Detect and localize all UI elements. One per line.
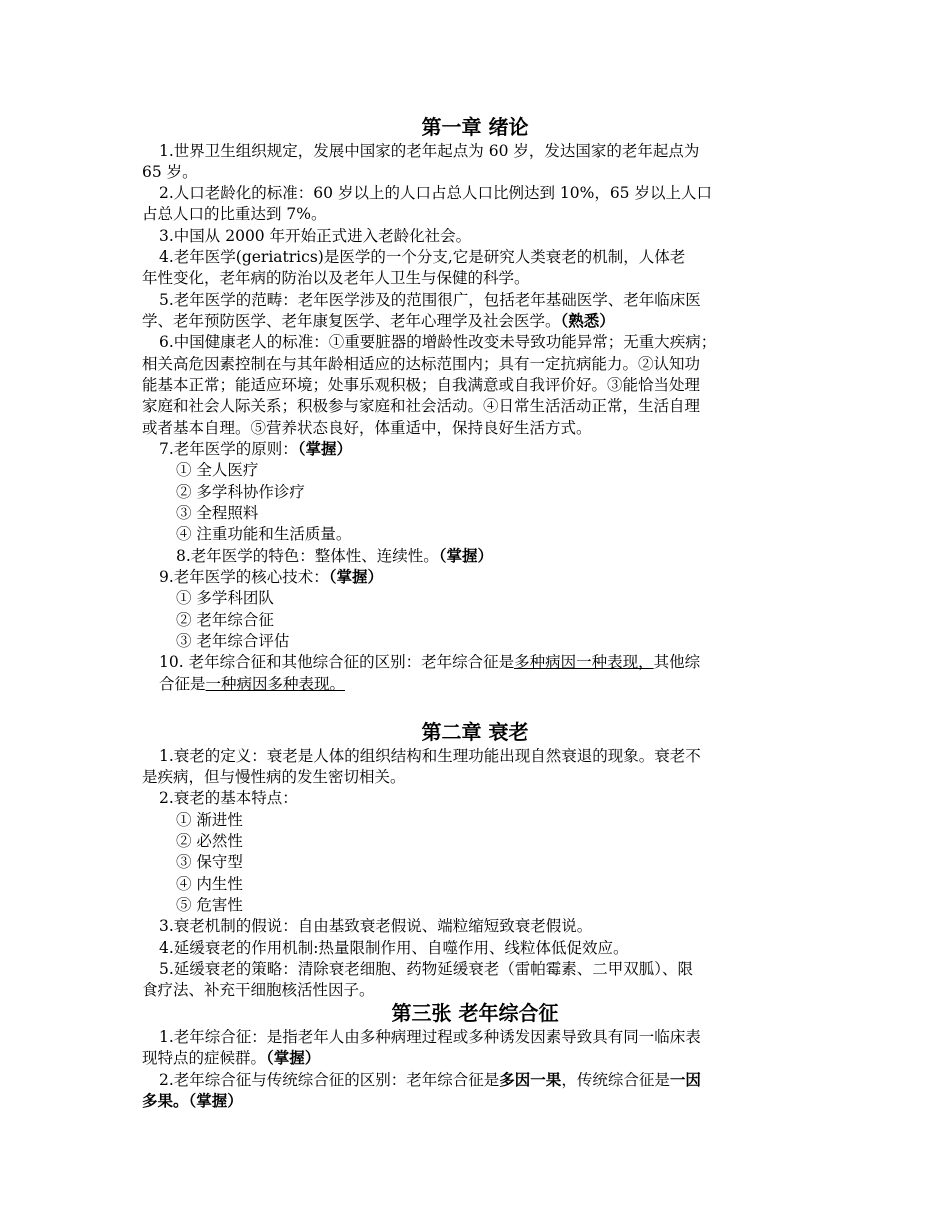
ch2-item1-line2: 是疾病，但与慢性病的发生密切相关。 xyxy=(142,768,406,786)
ch1-item5-line1: 5.老年医学的范畴：老年医学涉及的范围很广，包括老年基础医学、老年临床医 xyxy=(159,291,701,309)
list-item: ④ 注重功能和生活质量。 xyxy=(176,525,352,543)
chapter-2-title: 第二章 衰老 xyxy=(421,720,529,744)
ch1-item9-text: 9.老年医学的核心技术： xyxy=(159,568,329,586)
ch3-item2-bold-end: 一因 xyxy=(669,1071,701,1089)
list-item: ① 全人医疗 xyxy=(176,461,259,479)
ch1-item10-underlined: 多种病因一种表现， xyxy=(514,653,654,671)
ch1-item10-text: 合征是 xyxy=(159,675,206,693)
list-item: ② 多学科协作诊疗 xyxy=(176,483,305,501)
ch3-item2-tag: （掌握） xyxy=(188,1092,243,1110)
ch1-item6-line1: 6.中国健康老人的标准：①重要脏器的增龄性改变未导致功能异常；无重大疾病； xyxy=(159,333,717,351)
ch3-item2-text-mid: ，传统综合征是 xyxy=(561,1071,670,1089)
ch1-item4-line2: 年性变化，老年病的防治以及老年人卫生与保健的科学。 xyxy=(142,269,530,287)
ch3-item2-bold: 多因一果 xyxy=(499,1071,562,1089)
chapter-3-title: 第三张 老年综合征 xyxy=(391,1001,559,1025)
ch2-item5-line1: 5.延缓衰老的策略：清除衰老细胞、药物延缓衰老（雷帕霉素、二甲双胍）、限 xyxy=(159,960,694,978)
ch1-item2-line2: 占总人口的比重达到 7%。 xyxy=(142,205,327,223)
ch1-item10-underlined: 一种病因多种表现。 xyxy=(205,675,346,693)
list-item: ② 老年综合征 xyxy=(176,611,274,629)
ch1-item7 xyxy=(159,439,352,460)
ch1-item4-line1: 4.老年医学(geriatrics)是医学的一个分支,它是研究人类衰老的机制，人体老 xyxy=(159,248,686,266)
list-item: ③ 老年综合评估 xyxy=(176,632,290,650)
ch1-item3: 3.中国从 2000 年开始正式进入老龄化社会。 xyxy=(159,227,472,245)
ch1-item1-line1: 1.世界卫生组织规定，发展中国家的老年起点为 60 岁，发达国家的老年起点为 xyxy=(159,142,700,160)
ch1-item7-tag: （掌握） xyxy=(297,440,353,458)
list-item: ① 多学科团队 xyxy=(176,589,274,607)
list-item: ② 必然性 xyxy=(176,832,243,850)
ch1-item5-line2 xyxy=(142,311,615,332)
ch1-item10-line1 xyxy=(159,652,700,673)
list-item: ① 渐进性 xyxy=(176,811,243,829)
ch1-item10-text-end: 其他综 xyxy=(653,653,701,671)
list-item: ③ 全程照料 xyxy=(176,504,259,522)
ch3-item2-text: 2.老年综合征与传统综合征的区别：老年综合征是 xyxy=(159,1071,500,1089)
ch1-item6-line4: 家庭和社会人际关系；积极参与家庭和社会活动。④日常生活活动正常，生活自理 xyxy=(142,397,701,415)
ch2-item1-line1: 1.衰老的定义：衰老是人体的组织结构和生理功能出现自然衰退的现象。衰老不 xyxy=(159,747,701,765)
ch1-item8-text: 8.老年医学的特色：整体性、连续性。 xyxy=(176,547,439,565)
ch1-item2-line1: 2.人口老龄化的标准：60 岁以上的人口占总人口比例达到 10%，65 岁以上人口 xyxy=(159,184,712,202)
ch2-item5-line2: 食疗法、补充干细胞核活性因子。 xyxy=(142,981,375,999)
ch3-item2-line2 xyxy=(142,1091,243,1112)
ch1-item10-text: 10. 老年综合征和其他综合征的区别：老年综合征是 xyxy=(159,653,515,671)
ch1-item6-line5: 或者基本自理。⑤营养状态良好，体重适中，保持良好生活方式。 xyxy=(142,419,592,437)
ch1-item1-line2: 65 岁。 xyxy=(142,163,198,181)
ch3-item1-line1: 1.老年综合征：是指老年人由多种病理过程或多种诱发因素导致具有同一临床表 xyxy=(159,1028,701,1046)
ch2-item2: 2.衰老的基本特点： xyxy=(159,789,298,807)
ch1-item5-text: 学、老年预防医学、老年康复医学、老年心理学及社会医学。 xyxy=(142,312,561,330)
ch1-item5-tag: （熟悉） xyxy=(560,312,615,330)
ch2-item3: 3.衰老机制的假说：自由基致衰老假说、端粒缩短致衰老假说。 xyxy=(159,917,593,935)
chapter-1-title: 第一章 绪论 xyxy=(421,115,529,139)
ch1-item9-tag: （掌握） xyxy=(328,568,384,586)
ch1-item8-tag: （掌握） xyxy=(438,547,494,565)
list-item: ③ 保守型 xyxy=(176,853,243,871)
ch3-item1-text: 现特点的症候群。 xyxy=(142,1049,267,1067)
ch1-item9 xyxy=(159,567,383,588)
ch1-item7-text: 7.老年医学的原则： xyxy=(159,440,298,458)
ch3-item2-line1 xyxy=(159,1070,701,1091)
ch1-item6-line2: 相关高危因素控制在与其年龄相适应的达标范围内；具有一定抗病能力。②认知功 xyxy=(142,355,701,373)
list-item: ⑤ 危害性 xyxy=(176,896,243,914)
list-item: ④ 内生性 xyxy=(176,875,243,893)
ch1-item6-line3: 能基本正常；能适应环境；处事乐观积极；自我满意或自我评价好。③能恰当处理 xyxy=(142,376,701,394)
ch2-item4: 4.延缓衰老的作用机制:热量限制作用、自噬作用、线粒体低促效应。 xyxy=(159,939,629,957)
ch1-item10-line2 xyxy=(159,674,345,695)
ch3-item1-line2 xyxy=(142,1048,320,1069)
ch1-item8 xyxy=(176,546,493,567)
ch3-item2-bold: 多果。 xyxy=(142,1092,189,1110)
ch3-item1-tag: （掌握） xyxy=(266,1049,321,1067)
